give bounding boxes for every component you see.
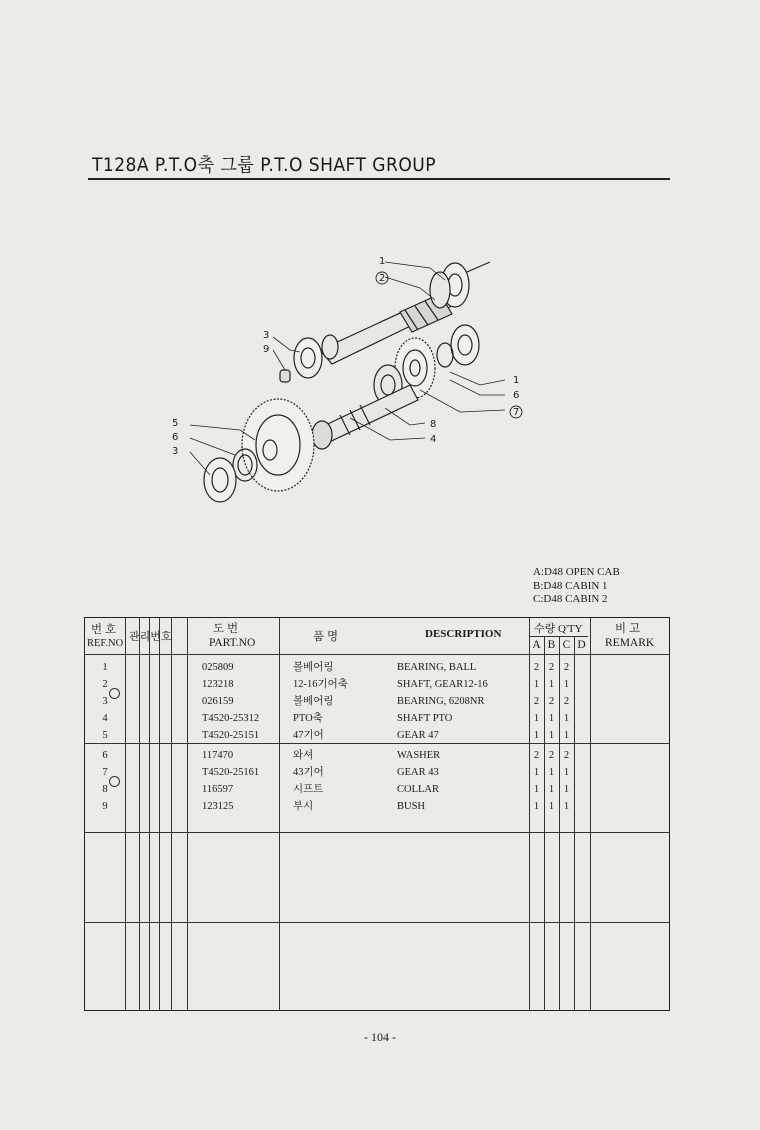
bearing-top	[430, 263, 469, 308]
cell-name-kr: 12-16기어축	[293, 679, 348, 690]
cell-qty-c: 2	[563, 750, 570, 761]
callout-8: 8	[430, 419, 437, 430]
page-number: - 104 -	[364, 1030, 396, 1044]
cell-qty-b: 2	[548, 662, 555, 673]
cell-qty-c: 1	[563, 767, 570, 778]
header-qty-c: C	[562, 639, 571, 651]
header-description: DESCRIPTION	[425, 628, 502, 640]
bearing-bottom	[204, 458, 236, 502]
cell-description: BEARING, BALL	[397, 662, 477, 673]
cell-description: SHAFT, GEAR12-16	[397, 679, 488, 690]
cell-ref-no: 6	[102, 750, 108, 761]
cell-qty-b: 1	[548, 767, 555, 778]
callout-6-left: 6	[172, 432, 179, 443]
header-remark-kr: 비 고	[615, 623, 641, 635]
cell-ref-no: 1	[102, 662, 108, 673]
cell-name-kr: 와셔	[293, 750, 314, 761]
cell-name-kr: 볼베어링	[293, 696, 334, 707]
cell-ref-no: 5	[102, 730, 108, 741]
parts-table	[84, 617, 670, 1011]
cell-name-kr: 47기어	[293, 730, 324, 741]
cell-ref-no: 9	[102, 801, 108, 812]
header-mgmt-kr: 관리번호	[129, 631, 172, 643]
cell-part-no: T4520-25312	[202, 713, 260, 724]
header-partno-kr: 도 번	[213, 623, 239, 635]
cell-name-kr: 부시	[293, 801, 314, 812]
callout-3-upper: 3	[263, 330, 270, 341]
cell-qty-a: 1	[533, 784, 540, 795]
bearing-left	[280, 335, 338, 382]
exploded-parts-diagram	[160, 240, 580, 510]
header-partno-en: PART.NO	[209, 637, 256, 649]
revision-mark-ref-2	[109, 688, 120, 699]
cell-ref-no: 3	[102, 696, 108, 707]
cell-qty-a: 1	[533, 713, 540, 724]
callout-4: 4	[430, 434, 437, 445]
cell-qty-c: 2	[563, 662, 570, 673]
cell-part-no: 116597	[202, 784, 234, 795]
callout-3-lower: 3	[172, 446, 179, 457]
callout-5: 5	[172, 418, 179, 429]
header-qty-b: B	[547, 639, 556, 651]
cell-qty-b: 1	[548, 679, 555, 690]
cell-part-no: 123125	[202, 801, 234, 812]
header-ref-kr: 번 호	[91, 624, 117, 636]
cell-qty-a: 2	[533, 662, 540, 673]
cell-qty-a: 1	[533, 767, 540, 778]
cell-name-kr: 시프트	[293, 784, 324, 795]
cell-qty-b: 1	[548, 713, 555, 724]
header-ref-en: REF.NO	[87, 638, 124, 649]
cell-part-no: 117470	[202, 750, 234, 761]
cell-qty-b: 1	[548, 784, 555, 795]
cell-description: GEAR 43	[397, 767, 439, 778]
cell-qty-c: 2	[563, 696, 570, 707]
cell-qty-c: 1	[563, 730, 570, 741]
cell-part-no: 026159	[202, 696, 234, 707]
callout-6-right: 6	[513, 390, 520, 401]
cell-part-no: T4520-25151	[202, 730, 260, 741]
cell-qty-b: 1	[548, 801, 555, 812]
cell-qty-c: 1	[563, 679, 570, 690]
cell-qty-a: 1	[533, 730, 540, 741]
cell-description: BEARING, 6208NR	[397, 696, 485, 707]
cell-qty-c: 1	[563, 801, 570, 812]
callout-1-right: 1	[513, 375, 520, 386]
callout-9: 9	[263, 344, 270, 355]
cell-name-kr: PTO축	[293, 713, 323, 724]
legend-a: A:D48 OPEN CAB	[533, 566, 620, 578]
callout-1-top: 1	[379, 256, 386, 267]
cell-qty-a: 2	[533, 750, 540, 761]
cell-qty-c: 1	[563, 713, 570, 724]
header-qty: 수량 Q'TY	[534, 623, 583, 635]
cell-qty-a: 1	[533, 679, 540, 690]
callout-7: 7	[513, 407, 520, 418]
cell-qty-c: 1	[563, 784, 570, 795]
revision-mark-ref-7	[109, 776, 120, 787]
header-name-kr: 품 명	[313, 631, 339, 643]
header-qty-d: D	[577, 639, 586, 651]
cell-description: GEAR 47	[397, 730, 439, 741]
cell-description: WASHER	[397, 750, 441, 761]
legend-b: B:D48 CABIN 1	[533, 579, 608, 592]
cell-name-kr: 43기어	[293, 767, 324, 778]
cell-description: SHAFT PTO	[397, 713, 453, 724]
cell-part-no: T4520-25161	[202, 767, 260, 778]
cell-ref-no: 4	[102, 713, 108, 724]
model-legend	[533, 566, 620, 607]
cell-qty-b: 2	[548, 696, 555, 707]
page-title: T128A P.T.O축 그룹 P.T.O SHAFT GROUP	[92, 154, 436, 176]
cell-qty-a: 1	[533, 801, 540, 812]
title-rule	[88, 178, 670, 180]
cell-description: COLLAR	[397, 784, 439, 795]
cell-ref-no: 8	[102, 784, 108, 795]
legend-c: C:D48 CABIN 2	[533, 593, 608, 605]
cell-qty-a: 2	[533, 696, 540, 707]
cell-part-no: 025809	[202, 662, 234, 673]
cell-qty-b: 2	[548, 750, 555, 761]
cell-part-no: 123218	[202, 679, 234, 690]
callout-2-top: 2	[379, 273, 386, 284]
header-remark-en: REMARK	[605, 637, 655, 649]
cell-name-kr: 볼베어링	[293, 662, 334, 673]
bearing-right	[437, 325, 479, 367]
header-qty-a: A	[532, 639, 541, 651]
cell-qty-b: 1	[548, 730, 555, 741]
cell-ref-no: 2	[102, 679, 108, 690]
cell-ref-no: 7	[102, 767, 108, 778]
cell-description: BUSH	[397, 801, 426, 812]
